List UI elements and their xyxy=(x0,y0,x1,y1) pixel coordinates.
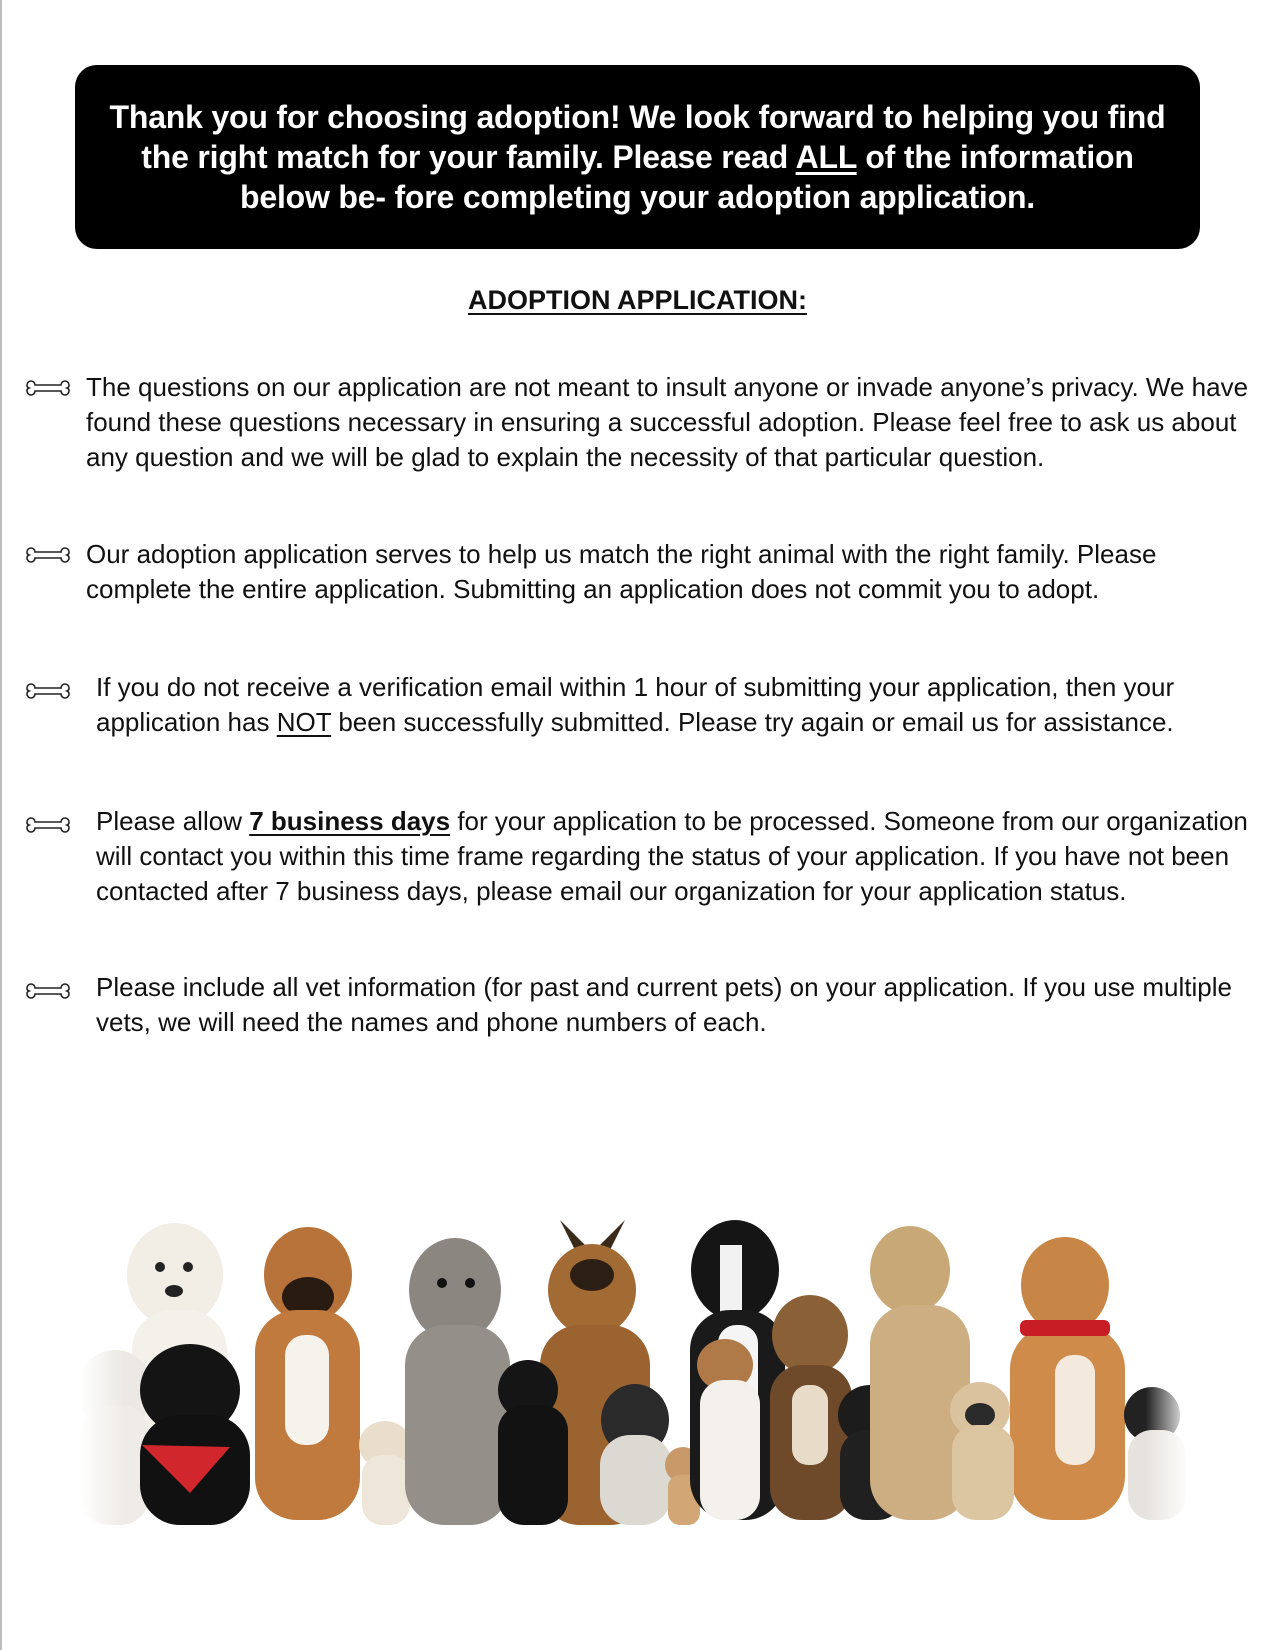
list-item-text: Please include all vet information (for past and current pets) on your application. If you use multiple vets, we will need the names and phone numbers of each. xyxy=(96,972,1232,1037)
list-item xyxy=(24,537,1254,607)
page-edge-rule xyxy=(0,0,2,1650)
list-item-text xyxy=(24,804,1254,909)
dog-bone-icon xyxy=(24,681,72,701)
list-item xyxy=(24,804,1254,909)
list-item xyxy=(24,370,1254,475)
dog-bone-icon xyxy=(24,981,72,1001)
list-item-text-before: If you do not receive a verification email within 1 hour of submitting your application, then your application has xyxy=(96,672,1175,737)
dog-bone-icon xyxy=(24,545,72,565)
intro-banner xyxy=(75,65,1200,249)
list-item-text xyxy=(24,670,1254,740)
list-item-text-before: Please allow xyxy=(96,806,250,836)
list-item-text-after: for your application to be processed. Someone from our organization will contact you within this time frame regarding the status of your application. If you have not been contacted after 7 business days, please email our organization for your application status. xyxy=(96,806,1248,906)
banner-text-emphasis: ALL xyxy=(795,139,857,175)
list-item-text-after: been successfully submitted. Please try again or email us for assistance. xyxy=(331,707,1174,737)
list-item xyxy=(24,670,1254,740)
dog-bone-icon xyxy=(24,378,72,398)
list-item-text: The questions on our application are not meant to insult anyone or invade anyone’s privacy. We have found these questions necessary in ensuring a successful adoption. Please feel free to ask us about any question and we will be glad to explain the necessity of that particular question. xyxy=(86,372,1249,472)
dogs-group-photo xyxy=(80,1215,1190,1545)
dog-bone-icon xyxy=(24,815,72,835)
section-heading: ADOPTION APPLICATION: xyxy=(468,285,807,315)
banner-text-part2: of the information below be- fore completing your adoption application. xyxy=(240,139,1134,215)
list-item-text: Our adoption application serves to help us match the right animal with the right family. Please complete the entire application. Submitting an application does not commit you to adopt. xyxy=(86,539,1157,604)
list-item-emphasis: 7 business days xyxy=(249,806,451,836)
list-item-emphasis: NOT xyxy=(276,707,332,737)
intro-banner-text xyxy=(108,97,1168,217)
banner-text-part1: Thank you for choosing adoption! We look forward to helping you find the right match for your family. Please read xyxy=(109,99,1166,175)
list-item xyxy=(24,970,1254,1040)
